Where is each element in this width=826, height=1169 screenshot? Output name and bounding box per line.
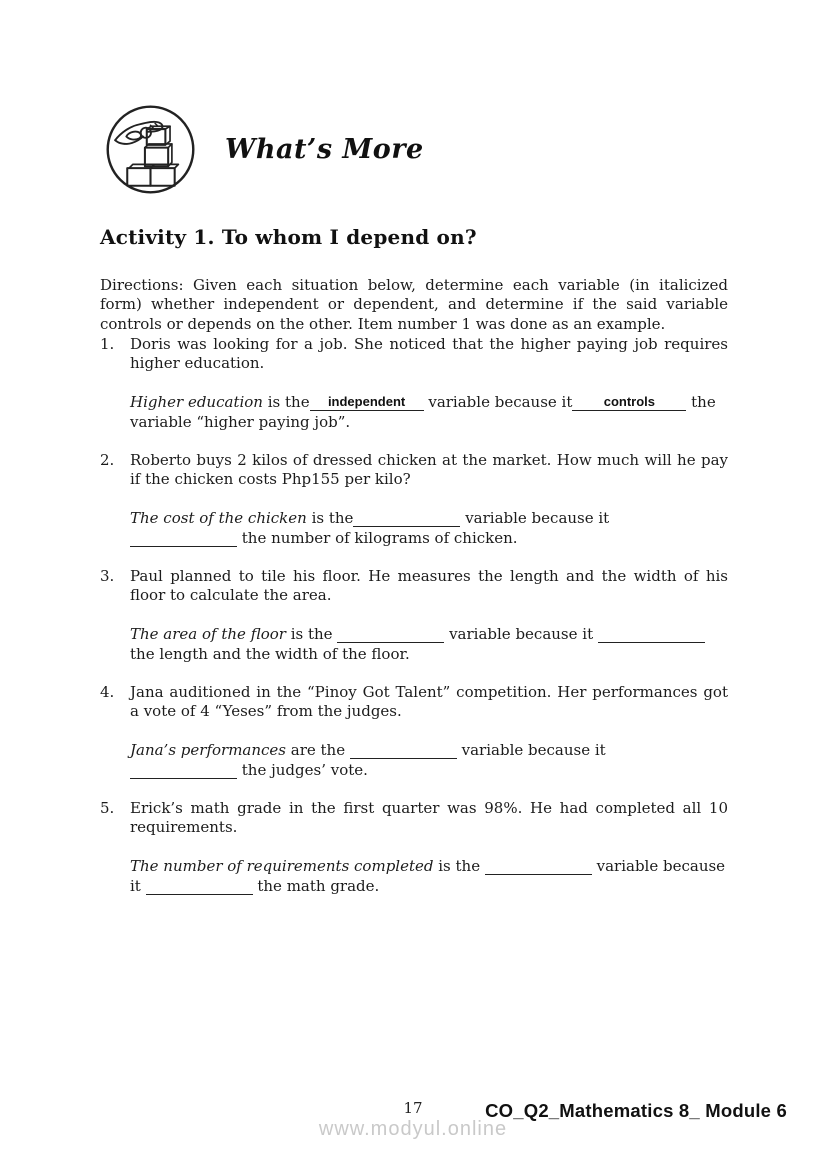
answer-blank <box>310 395 424 411</box>
activity-heading: Activity 1. To whom I depend on? <box>100 225 477 249</box>
item-answer <box>130 741 728 780</box>
answer-blank <box>130 531 237 547</box>
answer-sentence-text: the math grade. <box>252 876 380 895</box>
answer-text <box>402 742 406 757</box>
list-item <box>100 683 728 780</box>
answer-sentence-text: variable because it <box>423 393 573 412</box>
item-situation: Roberto buys 2 kilos of dressed chicken at the market. How much will he pay if the chicken costs Php155 per kilo? <box>130 451 728 489</box>
page-number: 17 <box>403 1099 423 1117</box>
answer-text <box>182 530 186 545</box>
answer-blank <box>485 859 592 875</box>
item-situation: Doris was looking for a job. She noticed that the higher paying job requires higher education. <box>130 335 728 373</box>
item-situation: Erick’s math grade in the first quarter was 98%. He had completed all 10 requirements. <box>130 799 728 837</box>
item-answer <box>130 625 728 664</box>
item-answer <box>130 509 728 548</box>
answer-blank <box>350 743 457 759</box>
answer-sentence-text: it <box>130 876 146 895</box>
list-item <box>100 335 728 432</box>
item-number: 5. <box>100 799 115 818</box>
answer-blank <box>572 395 686 411</box>
item-situation: Paul planned to tile his floor. He measures the length and the width of his floor to calculate the area. <box>130 567 728 605</box>
answer-sentence-text: is the <box>262 393 310 412</box>
answer-blank <box>130 763 237 779</box>
hand-stacking-blocks-icon <box>104 103 197 196</box>
variable-phrase: Jana’s performances <box>130 741 286 760</box>
variable-phrase: Higher education <box>130 393 263 412</box>
item-number: 1. <box>100 335 115 353</box>
answer-sentence-text: is the <box>285 625 338 644</box>
answer-blank <box>146 879 253 895</box>
answer-sentence-text: the <box>686 393 716 412</box>
activity-directions: Directions: Given each situation below, determine each variable (in italicized form) whether independent or dependent, and determine if the said variable controls or depends on the other. Item number 1 was done as an example. <box>100 276 728 333</box>
section-title: What’s More <box>225 134 424 165</box>
variable-phrase: The cost of the chicken <box>130 509 307 528</box>
answer-text: independent <box>327 394 406 410</box>
answer-text <box>650 626 654 641</box>
answer-sentence-text: is the <box>306 509 354 528</box>
answer-text <box>405 510 409 525</box>
answer-sentence-text: the judges’ vote. <box>237 760 368 779</box>
answer-sentence-text: are the <box>286 741 350 760</box>
module-footer-label: CO_Q2_Mathematics 8_ Module 6 <box>485 1100 787 1121</box>
answer-sentence-text: the number of kilograms of chicken. <box>237 528 518 547</box>
activity-list <box>100 335 728 915</box>
watermark-text: www.modyul.online <box>318 1118 508 1140</box>
answer-text <box>389 626 393 641</box>
variable-phrase: The number of requirements completed <box>130 857 434 876</box>
item-answer <box>130 393 728 432</box>
answer-sentence-text: variable “higher paying job”. <box>130 412 351 431</box>
list-item <box>100 451 728 548</box>
answer-blank <box>598 627 705 643</box>
answer-text: controls <box>603 394 656 410</box>
item-answer <box>130 857 728 896</box>
list-item <box>100 799 728 896</box>
variable-phrase: The area of the floor <box>130 625 286 644</box>
answer-blank <box>337 627 444 643</box>
answer-sentence-text: is the <box>433 857 485 876</box>
answer-blank <box>353 511 460 527</box>
item-number: 4. <box>100 683 115 702</box>
answer-text <box>537 858 541 873</box>
answer-sentence-text: variable because it <box>460 509 610 528</box>
item-situation: Jana auditioned in the “Pinoy Got Talent” competition. Her performances got a vote of 4 “Yeses” from the judges. <box>130 683 728 721</box>
answer-text <box>197 878 201 893</box>
list-item <box>100 567 728 664</box>
item-number: 3. <box>100 567 115 586</box>
section-header <box>104 103 424 196</box>
answer-sentence-text: variable because it <box>456 741 606 760</box>
answer-sentence-text: the length and the width of the floor. <box>130 644 410 663</box>
answer-sentence-text: variable because it <box>444 625 598 644</box>
answer-sentence-text: variable because <box>591 857 726 876</box>
item-number: 2. <box>100 451 115 470</box>
answer-text <box>182 762 186 777</box>
